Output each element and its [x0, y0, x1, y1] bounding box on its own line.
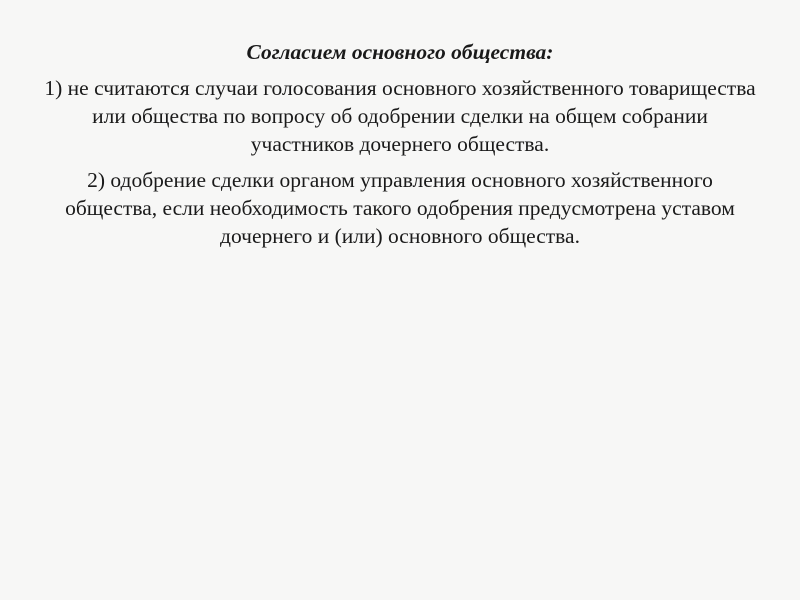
slide-heading: Согласием основного общества: — [246, 40, 554, 64]
list-item-2: 2) одобрение сделки органом управления основного хозяйственного общества, если необходимость такого одобрения предусмотрена уставом дочернего и (или) основного общества. — [65, 168, 735, 248]
slide-content — [40, 38, 760, 258]
list-item-1: 1) не считаются случаи голосования основного хозяйственного товарищества или общества по вопросу об одобрении сделки на общем собрании участников дочернего общества. — [44, 76, 756, 156]
